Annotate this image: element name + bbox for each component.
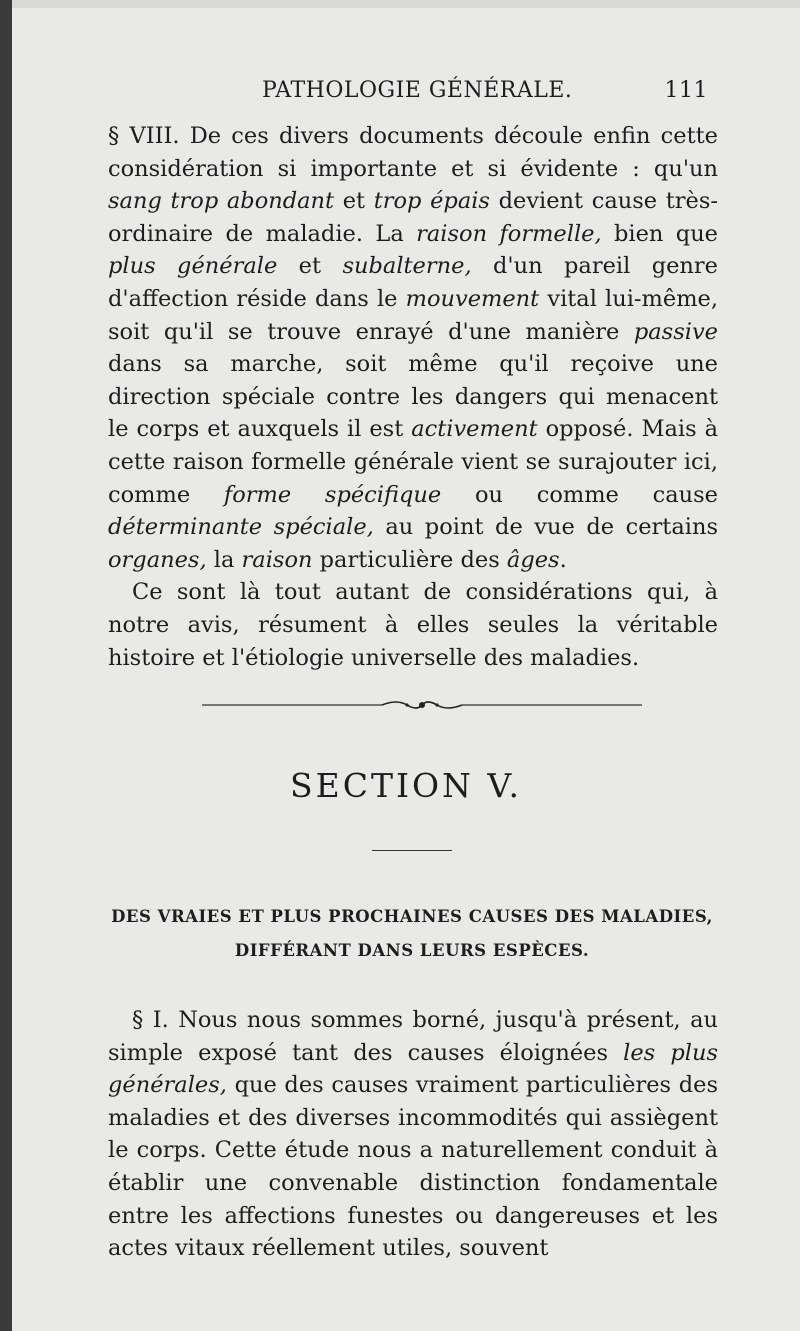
body-text-upper: [108, 120, 718, 674]
paragraph-section-viii: § VIII. De ces divers documents découle enfin cette considération si importante et si évidente : qu'un sang trop abondant et trop épais devient cause très-ordinaire de maladie. La raison formelle, bien que plus générale et subalterne, d'un pareil genre d'affection réside dans le mouvement vital lui-même, soit qu'il se trouve enrayé d'une manière passive dans sa marche, soit même qu'il reçoive une direction spéciale contre les dangers qui menacent le corps et auxquels il est activement opposé. Mais à cette raison formelle générale vient se surajouter ici, comme forme spécifique ou comme cause déterminante spéciale, au point de vue de certains organes, la raison particulière des âges.: [108, 123, 718, 573]
page-number: 111: [664, 78, 708, 103]
paragraph-section-i: § I. Nous nous sommes borné, jusqu'à présent, au simple exposé tant des causes éloignées les plus générales, que des causes vraiment particulières des maladies et des diverses incommodités qui assiègent le corps. Cette étude nous a naturellement conduit à établir une convenable distinction fondamentale entre les affections funestes ou dangereuses et les actes vitaux réellement utiles, souvent: [108, 1007, 718, 1262]
running-title: PATHOLOGIE GÉNÉRALE.: [262, 78, 573, 103]
book-page: [12, 0, 800, 1331]
section-subheading: [102, 900, 722, 968]
paragraph-conclusion: Ce sont là tout autant de considérations qui, à notre avis, résument à elles seules la véritable histoire et l'étiologie universelle des maladies.: [108, 579, 718, 671]
short-rule: [372, 850, 452, 851]
subheading-line-1: DES VRAIES ET PLUS PROCHAINES CAUSES DES MALADIES,: [111, 907, 713, 926]
page-top-edge: [12, 0, 800, 8]
body-text-lower: [108, 1004, 718, 1265]
section-title: SECTION V.: [290, 766, 522, 805]
subheading-line-2: DIFFÉRANT DANS LEURS ESPÈCES.: [234, 941, 590, 960]
ornamental-divider: [202, 697, 642, 713]
